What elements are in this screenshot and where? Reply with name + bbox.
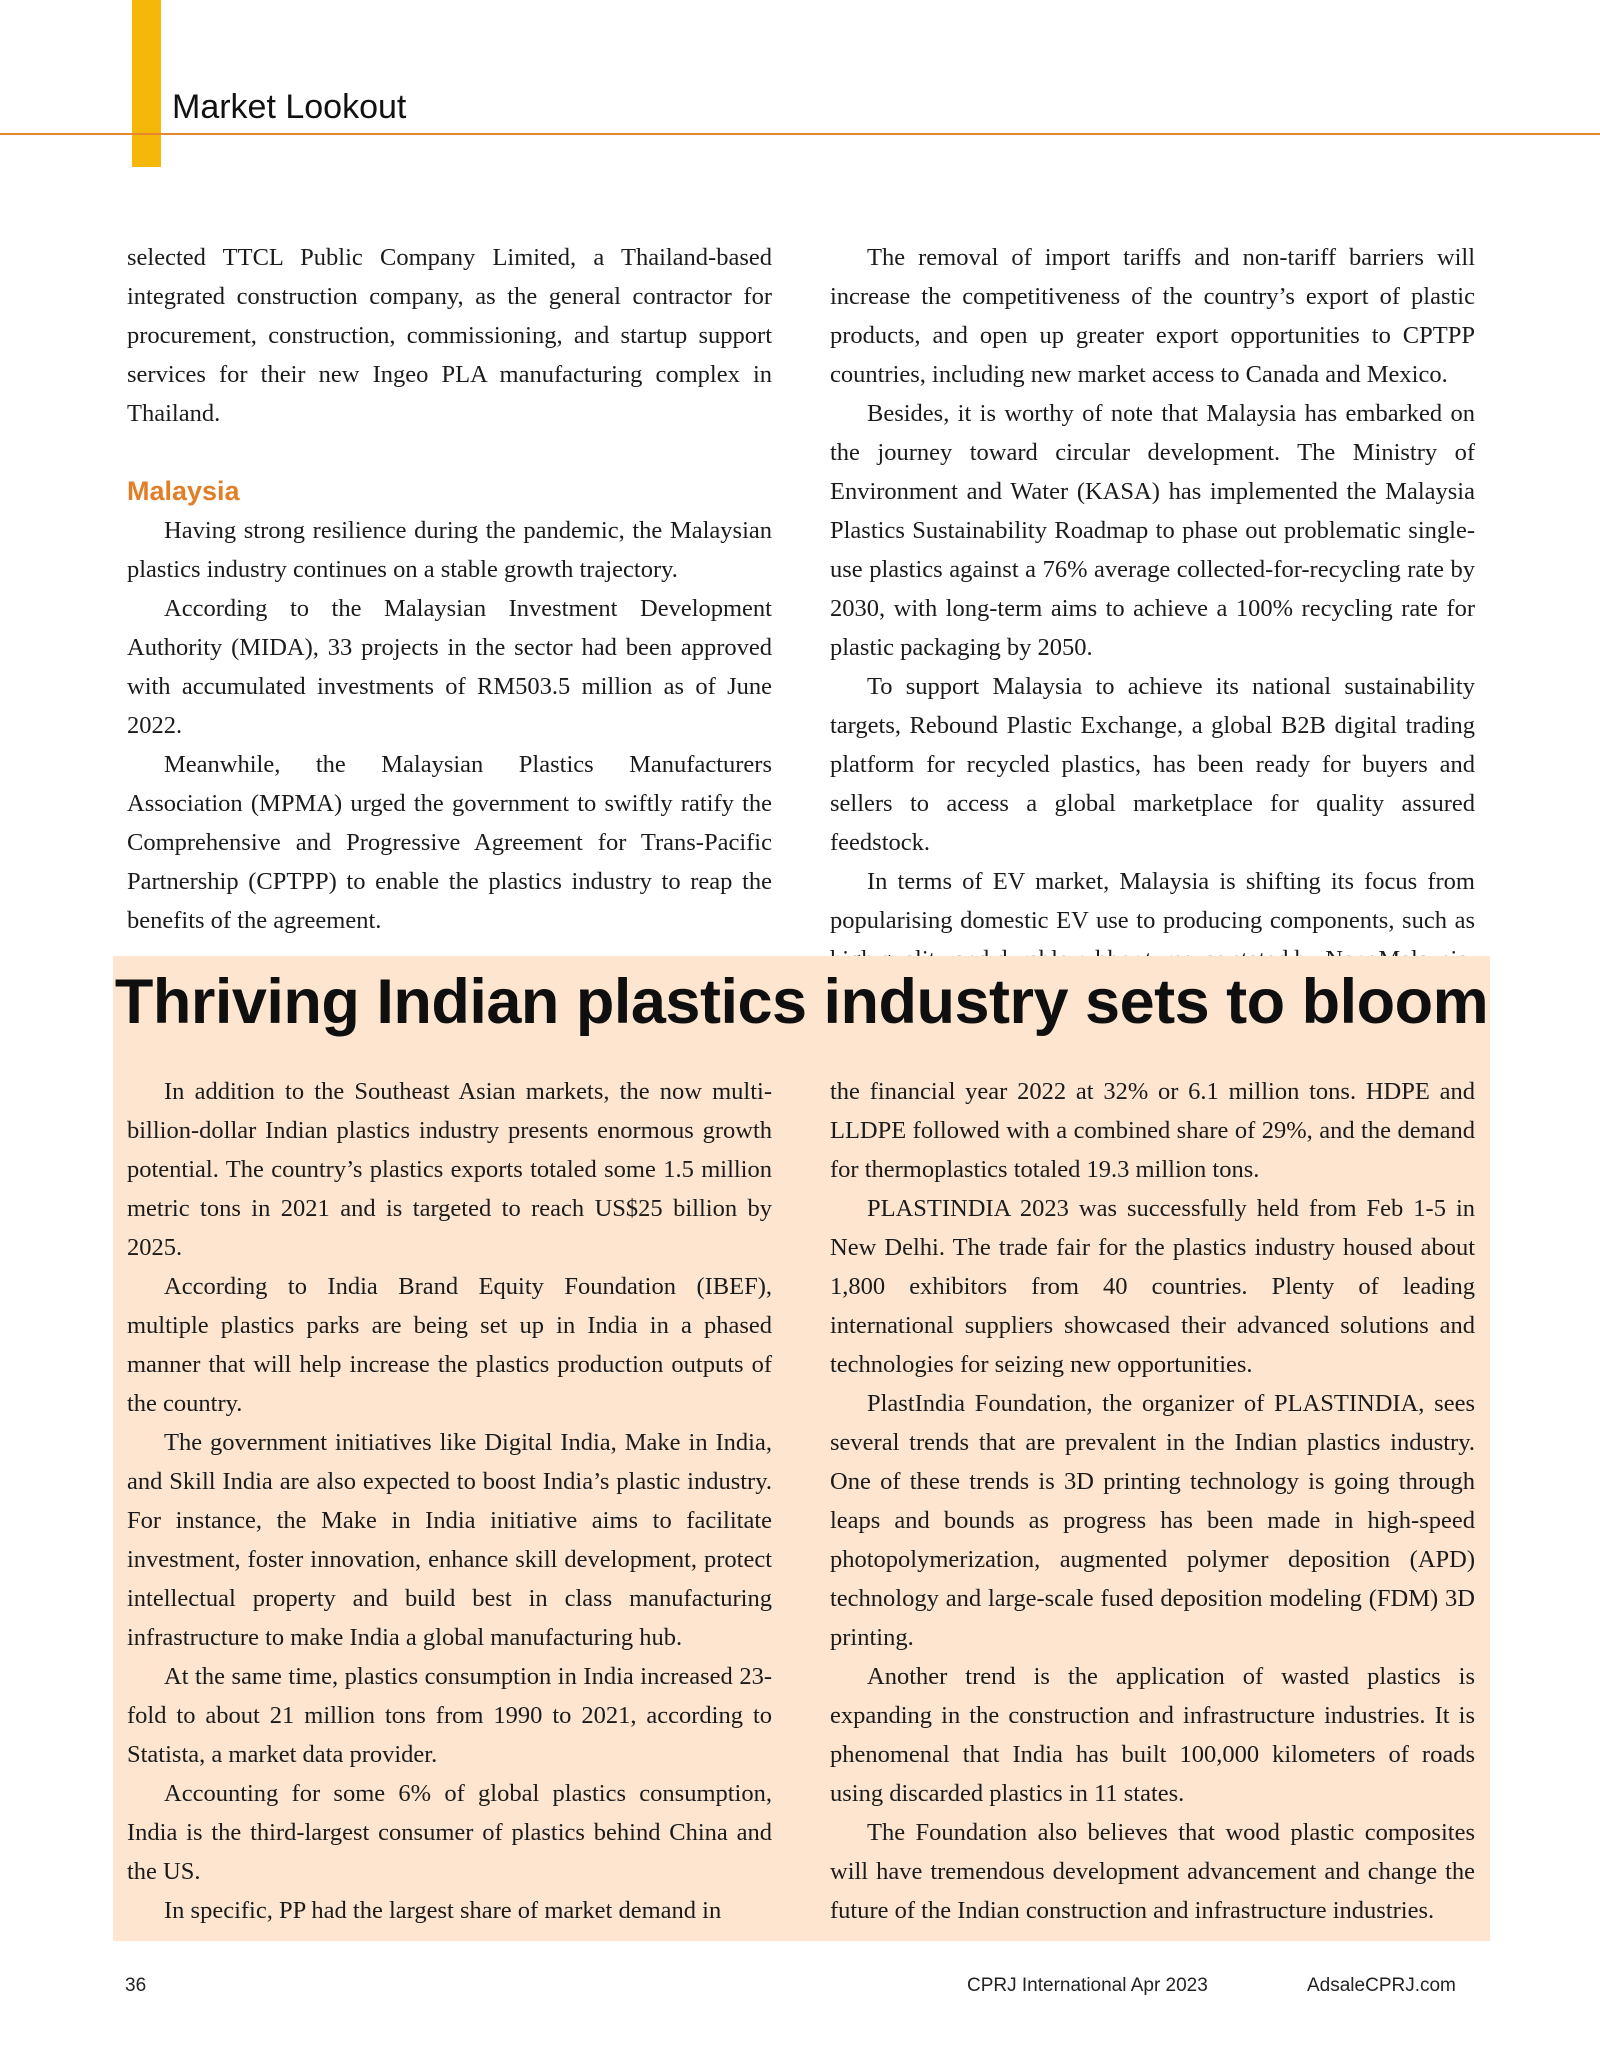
feature-left-column: [127, 1072, 772, 1930]
paragraph: PlastIndia Foundation, the organizer of PLASTINDIA, sees several trends that are prevalent in the Indian plastics industry. One of these trends is 3D printing technology is going through leaps and bounds as progress has been made in high-speed photopolymerization, augmented polymer deposition (APD) technology and large-scale fused deposition modeling (FDM) 3D printing.: [830, 1390, 1475, 1651]
paragraph: In addition to the Southeast Asian markets, the now multi-billion-dollar Indian plastics industry presents enormous growth potential. The country’s plastics exports totaled some 1.5 million metric tons in 2021 and is targeted to reach US$25 billion by 2025.: [127, 1078, 772, 1261]
subheading-malaysia: Malaysia: [127, 476, 240, 506]
header-accent-bar: [132, 0, 161, 167]
paragraph: the financial year 2022 at 32% or 6.1 million tons. HDPE and LLDPE followed with a combined share of 29%, and the demand for thermoplastics totaled 19.3 million tons.: [830, 1078, 1475, 1183]
paragraph: In terms of EV market, Malaysia is shifting its focus from popularising domestic EV use to producing components, such as: [830, 868, 1475, 934]
paragraph: Meanwhile, the Malaysian Plastics Manufacturers Association (MPMA) urged the government to swiftly ratify the Comprehensive and Progressive Agreement for Trans-Pacific Partnership (CPTPP) to enable the plastics industry to reap the benefits of the agreement.: [127, 751, 772, 934]
paragraph: Besides, it is worthy of note that Malaysia has embarked on the journey toward circular development. The Ministry of Environment and Water (KASA) has implemented the Malaysia Plastics Sustainability Roadmap to phase out problematic single-use plastics against a 76% average collected-for-recycling rate by 2030, with long-term aims to achieve a 100% recycling rate for plastic packaging by 2050.: [830, 400, 1475, 661]
paragraph: According to the Malaysian Investment Development Authority (MIDA), 33 projects in the sector had been approved with accumulated investments of RM503.5 million as of June 2022.: [127, 595, 772, 739]
paragraph: selected TTCL Public Company Limited, a Thailand-based integrated construction company, as the general contractor for procurement, construction, commissioning, and startup support services for their new Ingeo PLA manufacturing complex in Thailand.: [127, 244, 772, 427]
paragraph: Accounting for some 6% of global plastics consumption, India is the third-largest consumer of plastics behind China and the US.: [127, 1780, 772, 1885]
paragraph: In specific, PP had the largest share of market demand in: [164, 1897, 722, 1924]
paragraph: According to India Brand Equity Foundation (IBEF), multiple plastics parks are being set up in India in a phased manner that will help increase the plastics production outputs of the country.: [127, 1273, 772, 1417]
top-right-column: [830, 238, 1475, 979]
paragraph: The government initiatives like Digital India, Make in India, and Skill India are also expected to boost India’s plastic industry. For instance, the Make in India initiative aims to facilitate investment, foster innovation, enhance skill development, protect intellectual property and build best in class manufacturing infrastructure to make India a global manufacturing hub.: [127, 1429, 772, 1651]
paragraph: Another trend is the application of wasted plastics is expanding in the construction and infrastructure industries. It is phenomenal that India has built 100,000 kilometers of roads using discarded plastics in 11 states.: [830, 1663, 1475, 1807]
page-number: 36: [125, 1975, 147, 1996]
paragraph: PLASTINDIA 2023 was successfully held from Feb 1-5 in New Delhi. The trade fair for the plastics industry housed about 1,800 exhibitors from 40 countries. Plenty of leading international suppliers showcased their advanced solutions and technologies for seizing new opportunities.: [830, 1195, 1475, 1378]
header-rule: [0, 133, 1600, 135]
feature-title: Thriving Indian plastics industry sets to bloom: [114, 967, 1489, 1037]
paragraph: At the same time, plastics consumption in India increased 23-fold to about 21 million tons from 1990 to 2021, according to Statista, a market data provider.: [127, 1663, 772, 1768]
paragraph: Having strong resilience during the pandemic, the Malaysian plastics industry continues on a stable growth trajectory.: [127, 517, 772, 583]
paragraph: To support Malaysia to achieve its national sustainability targets, Rebound Plastic Exchange, a global B2B digital trading platform for recycled plastics, has been ready for buyers and sellers to access a global marketplace for quality assured feedstock.: [830, 673, 1475, 856]
paragraph: The removal of import tariffs and non-tariff barriers will increase the competitiveness of the country’s export of plastic products, and open up greater export opportunities to CPTPP countries, including new market access to Canada and Mexico.: [830, 244, 1475, 388]
section-title: Market Lookout: [172, 88, 407, 126]
website-link[interactable]: AdsaleCPRJ.com: [1307, 1975, 1456, 1996]
feature-right-column: [830, 1072, 1475, 1930]
top-left-column: [127, 238, 772, 940]
paragraph: The Foundation also believes that wood plastic composites will have tremendous development advancement and change the future of the Indian construction and infrastructure industries.: [830, 1819, 1475, 1924]
publication-name: CPRJ International Apr 2023: [967, 1975, 1208, 1996]
